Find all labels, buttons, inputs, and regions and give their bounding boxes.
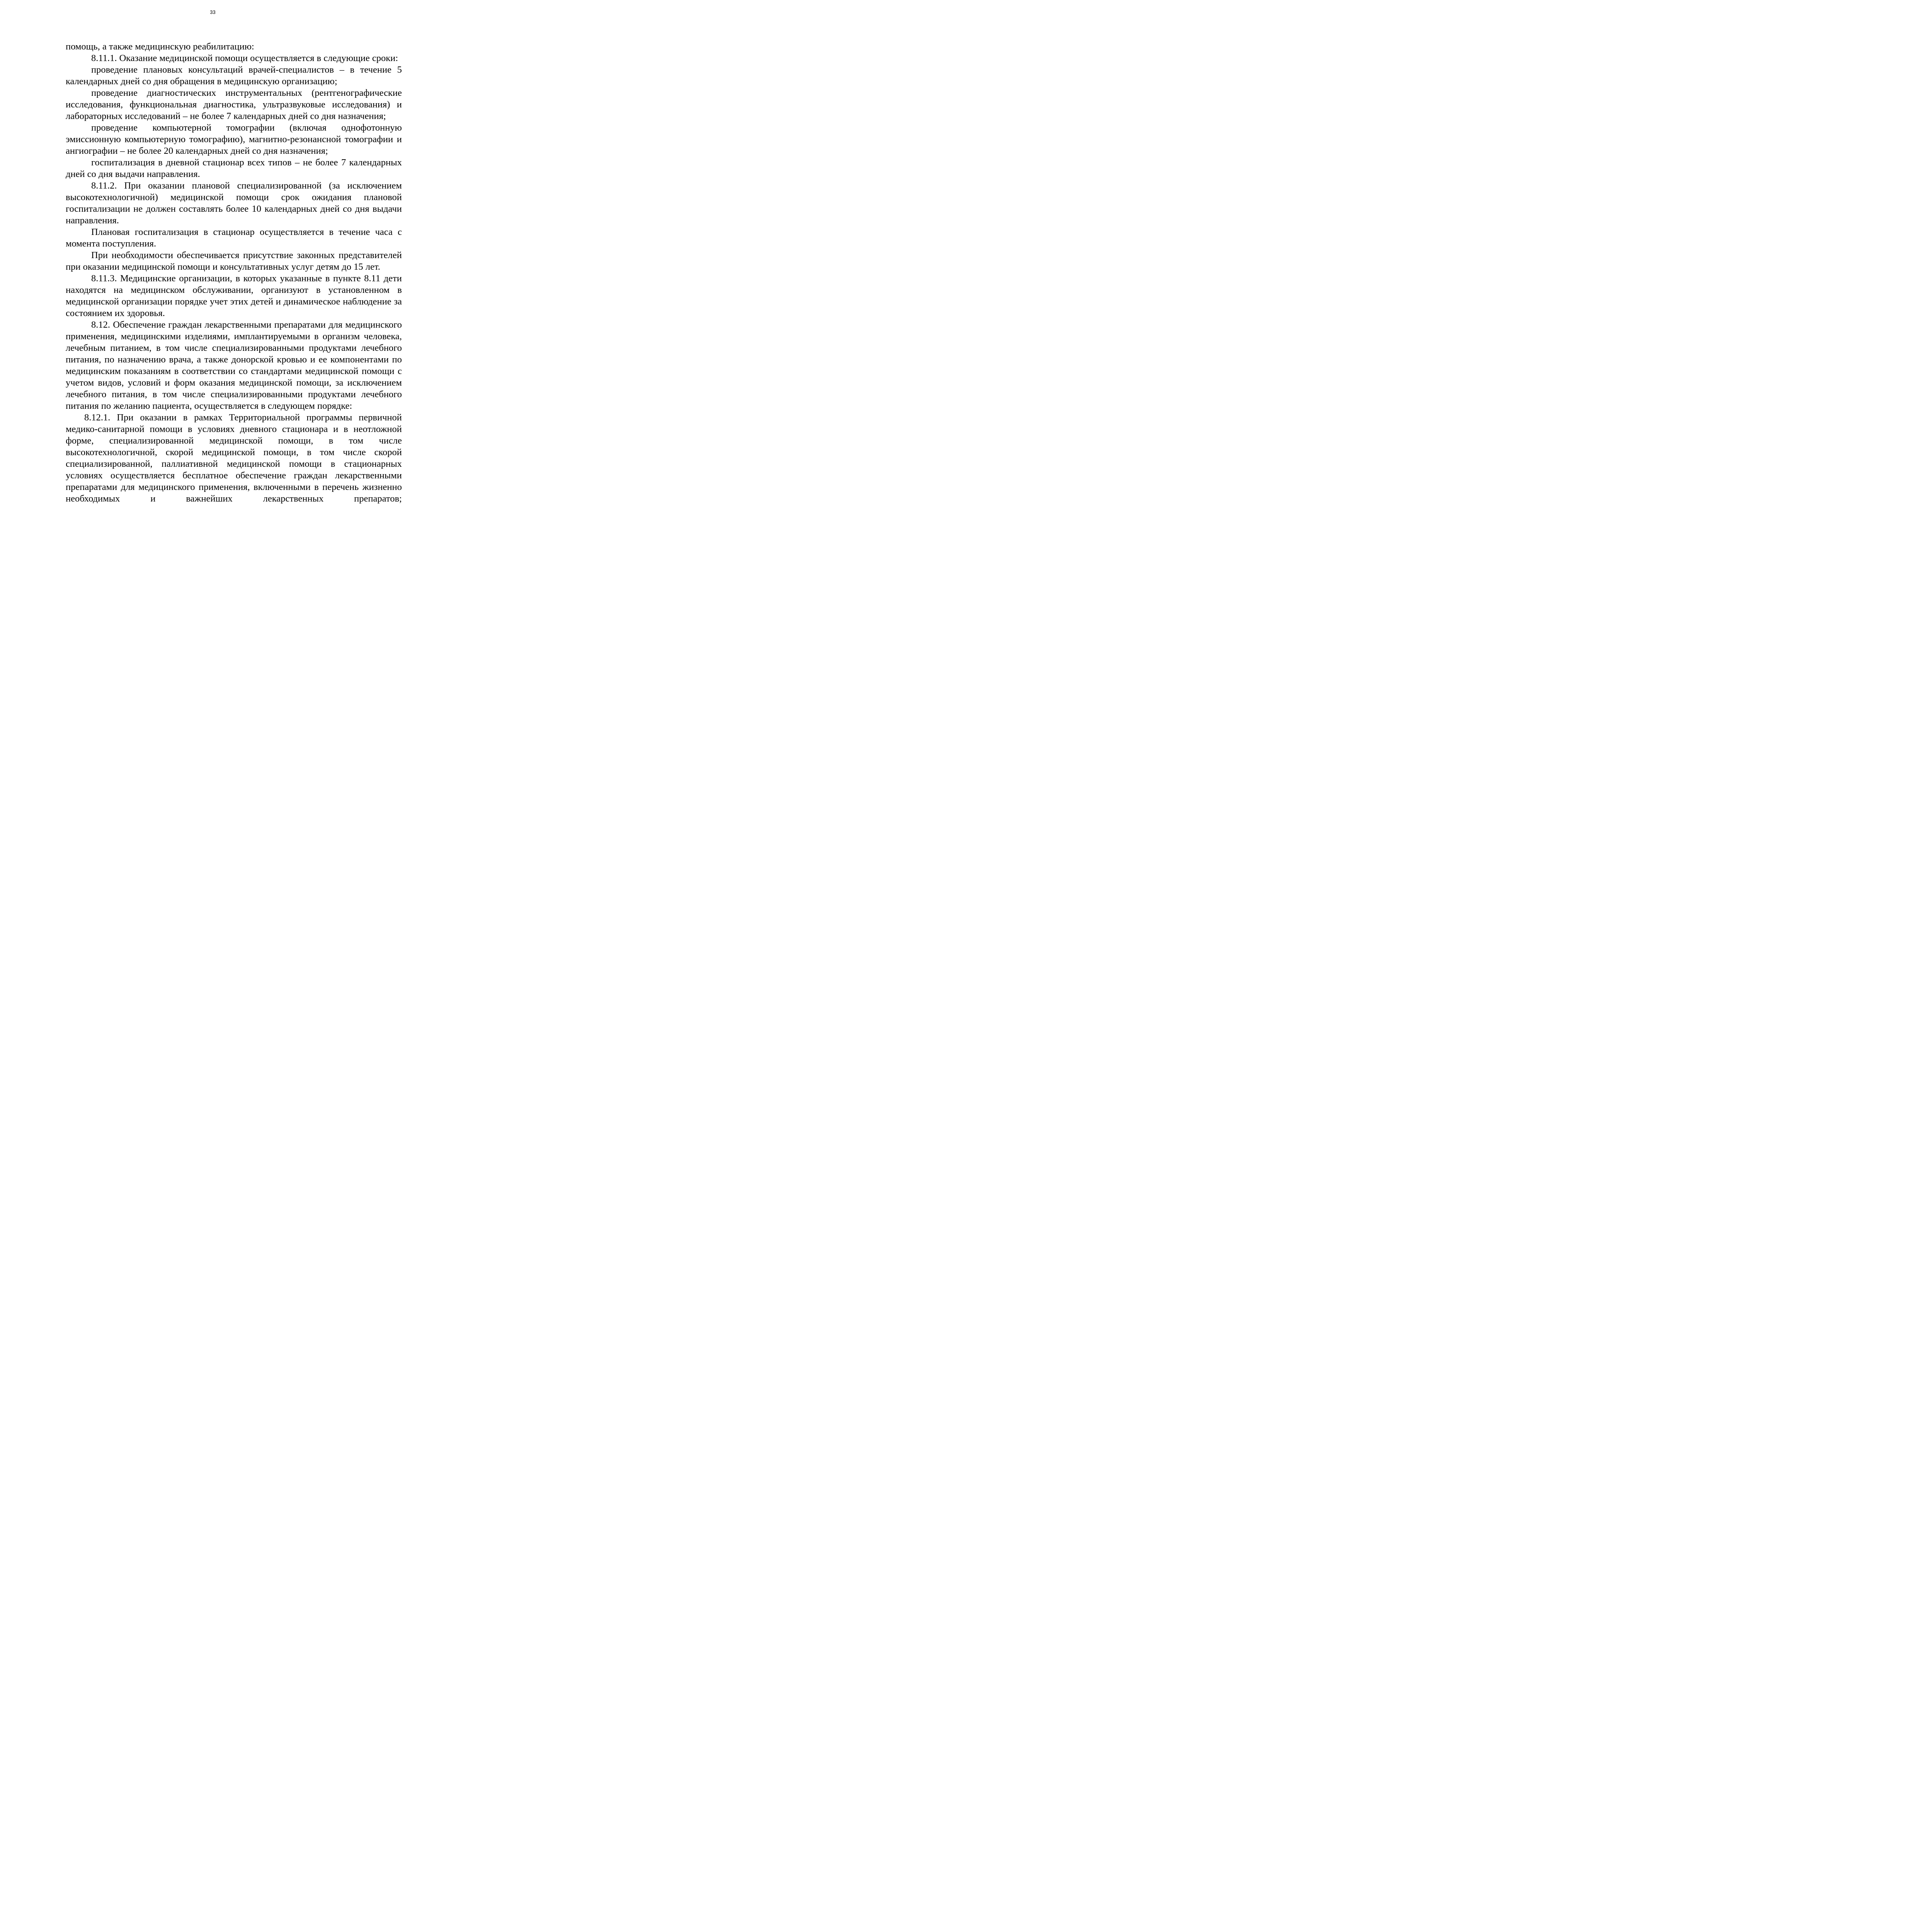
paragraph-8-12-1: 8.12.1. При оказании в рамках Территориальной программы первичной медико-санитарной помощи в условиях дневного стационара и в неотложной форме, специализированной медицинской помощи, в том числе высокотехнологичной, скорой медицинской помощи, в том числе скорой специализированной, паллиативной медицинской помощи в стационарных условиях осуществляется бесплатное обеспечение граждан лекарственными препаратами для медицинского применения, включенными в перечень жизненно необходимых и важнейших лекарственных препаратов; xyxy=(66,412,402,504)
paragraph-8-12: 8.12. Обеспечение граждан лекарственными препаратами для медицинского применения, медицинскими изделиями, имплантируемыми в организм человека, лечебным питанием, в том числе специализированными продуктами лечебного питания, по назначению врача, а также донорской кровью и ее компонентами по медицинским показаниям в соответствии со стандартами медицинской помощи с учетом видов, условий и форм оказания медицинской помощи, за исключением лечебного питания, в том числе специализированными продуктами лечебного питания по желанию пациента, осуществляется в следующем порядке: xyxy=(66,320,402,411)
paragraph-legal-representatives: При необходимости обеспечивается присутствие законных представителей при оказании медицинской помощи и консультативных услуг детям до 15 лет. xyxy=(66,250,402,272)
page-number: 33 xyxy=(210,9,216,15)
paragraph-planned-hospitalization: Плановая госпитализация в стационар осуществляется в течение часа с момента поступления. xyxy=(66,227,402,249)
paragraph-consultations: проведение плановых консультаций врачей-специалистов – в течение 5 календарных дней со дня обращения в медицинскую организацию; xyxy=(66,65,402,87)
document-body xyxy=(66,41,402,505)
paragraph-tomography: проведение компьютерной томографии (включая однофотонную эмиссионную компьютерную томографию), магнитно-резонансной томографии и ангиографии – не более 20 календарных дней со дня назначения; xyxy=(66,122,402,156)
paragraph-8-11-2: 8.11.2. При оказании плановой специализированной (за исключением высокотехнологичной) медицинской помощи срок ожидания плановой госпитализации не должен составлять более 10 календарных дней со дня выдачи направления. xyxy=(66,180,402,226)
paragraph-diagnostics: проведение диагностических инструментальных (рентгенографические исследования, функциональная диагностика, ультразвуковые исследования) и лабораторных исследований – не более 7 календарных дней со дня назначения; xyxy=(66,88,402,121)
paragraph-8-11-1: 8.11.1. Оказание медицинской помощи осуществляется в следующие сроки: xyxy=(91,53,398,63)
paragraph-day-hospital: госпитализация в дневной стационар всех типов – не более 7 календарных дней со дня выдачи направления. xyxy=(66,157,402,179)
paragraph-rehabilitation-intro: помощь, а также медицинскую реабилитацию: xyxy=(66,41,254,52)
paragraph-8-11-3: 8.11.3. Медицинские организации, в которых указанные в пункте 8.11 дети находятся на медицинском обслуживании, организуют в установленном в медицинской организации порядке учет этих детей и динамическое наблюдение за состоянием их здоровья. xyxy=(66,273,402,318)
